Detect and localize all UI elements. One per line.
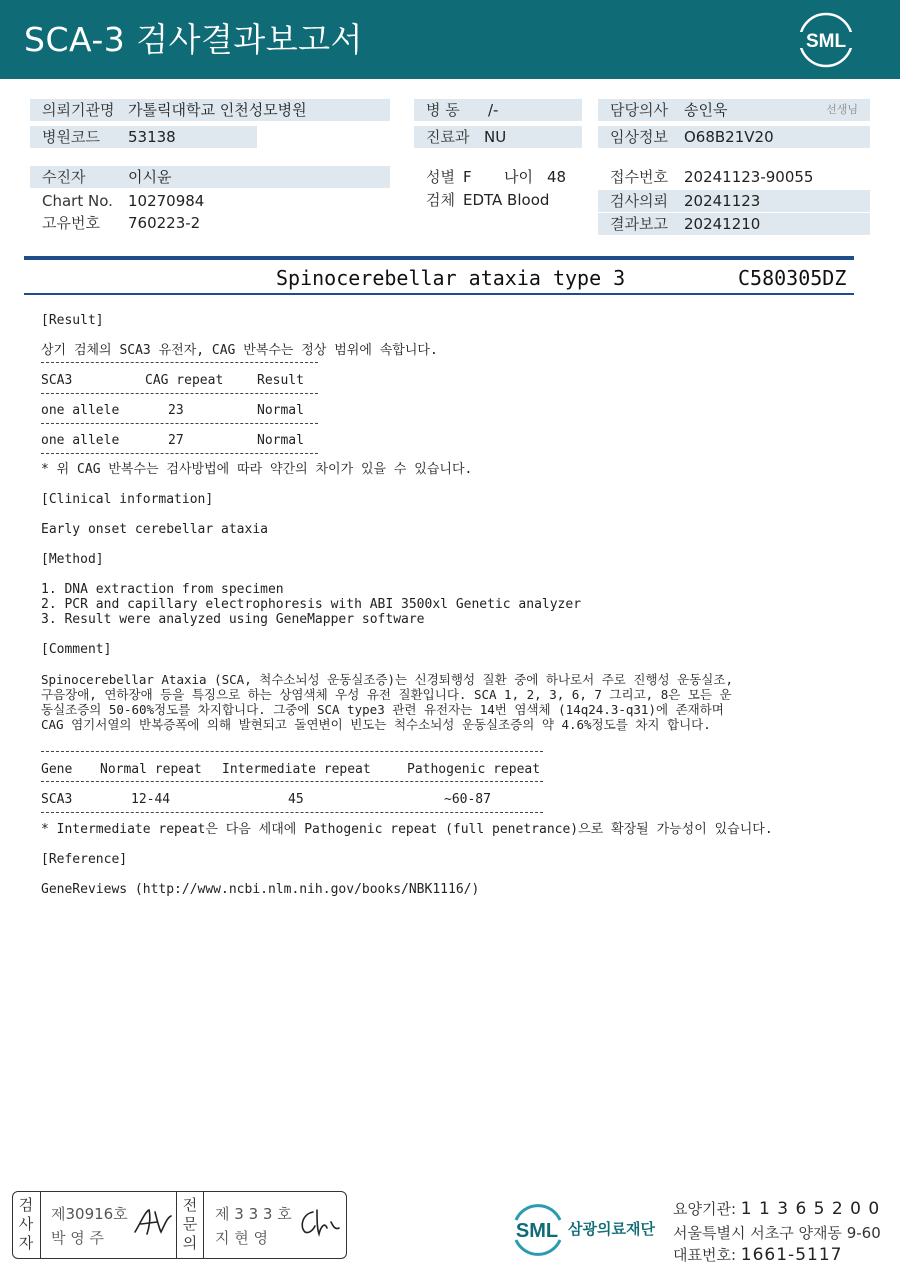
receipt-label: 접수번호	[610, 168, 668, 186]
hospital-code-label: 병원코드	[42, 128, 100, 146]
patient-label: 수진자	[42, 168, 86, 186]
clinical-info-value: O68B21V20	[684, 128, 774, 146]
id-value: 760223-2	[128, 214, 201, 232]
result-row-result: Normal	[257, 403, 304, 418]
ward-field	[414, 99, 582, 121]
dept-value: NU	[484, 128, 507, 146]
repeat-row-gene: SCA3	[41, 792, 73, 807]
signature-divider	[176, 1192, 177, 1258]
chart-label: Chart No.	[42, 192, 113, 210]
signature-divider	[40, 1192, 41, 1258]
specimen-label: 검체	[426, 191, 455, 209]
tester-vertical-label: 검 사 자	[18, 1196, 34, 1252]
request-date-field	[598, 190, 870, 212]
report-date-label: 결과보고	[610, 215, 668, 233]
specimen-field	[414, 189, 582, 211]
doctor-field	[598, 99, 870, 121]
signature-box	[12, 1191, 347, 1259]
result-header-repeat: CAG repeat	[145, 373, 224, 388]
repeat-note: * Intermediate repeat은 다음 세대에 Pathogenic repeat (full penetrance)으로 확장될 가능성이 있습니다.	[41, 822, 773, 837]
tester-signature-icon	[131, 1204, 177, 1238]
specialist-signature-icon	[295, 1204, 341, 1238]
test-name: Spinocerebellar ataxia type 3	[276, 266, 626, 290]
result-row-repeat: 23	[168, 403, 184, 418]
dept-field	[414, 126, 582, 148]
specialist-name: 지 현 영	[215, 1229, 269, 1247]
institution-field	[30, 99, 390, 121]
repeat-table-divider	[41, 781, 543, 782]
specialist-license-no: 제 3 3 3 호	[215, 1205, 292, 1223]
id-label: 고유번호	[42, 214, 100, 232]
id-field	[30, 212, 390, 234]
phone-number: 1661-5117	[740, 1245, 843, 1265]
repeat-header-normal: Normal repeat	[100, 762, 202, 777]
result-table-divider	[41, 362, 318, 363]
specialist-vertical-label: 전 문 의	[182, 1196, 198, 1252]
result-note: * 위 CAG 반복수는 검사방법에 따라 약간의 차이가 있을 수 있습니다.	[41, 462, 473, 477]
repeat-header-gene: Gene	[41, 762, 73, 777]
tester-license-no: 제30916호	[51, 1205, 128, 1223]
sml-logo-icon	[798, 12, 854, 68]
specimen-value: EDTA Blood	[463, 191, 550, 209]
chart-value: 10270984	[128, 192, 205, 210]
phone-label: 대표번호:	[673, 1246, 737, 1264]
method-line: 1. DNA extraction from specimen	[41, 582, 284, 597]
repeat-header-intermediate: Intermediate repeat	[222, 762, 371, 777]
comment-line: 구음장애, 연하장애 등을 특징으로 하는 상염색체 우성 유전 질환입니다. SCA 1, 2, 3, 6, 7 그리고, 8은 모든 운	[41, 687, 732, 702]
result-header-gene: SCA3	[41, 373, 73, 388]
care-institution-no: 1 1 3 6 5 2 0 0	[740, 1199, 881, 1219]
report-header	[0, 0, 900, 79]
receipt-value: 20241123-90055	[684, 168, 814, 186]
doctor-value: 송인욱	[684, 101, 728, 119]
care-institution-label: 요양기관:	[673, 1200, 737, 1218]
report-title: SCA-3 검사결과보고서	[24, 20, 363, 59]
sml-footer-logo-text: SML	[515, 1220, 559, 1242]
chart-field	[30, 190, 390, 212]
repeat-table-divider	[41, 751, 543, 752]
signature-divider	[203, 1192, 204, 1258]
age-value: 48	[547, 168, 567, 186]
method-line: 3. Result were analyzed using GeneMapper software	[41, 612, 425, 627]
result-table-divider	[41, 423, 318, 424]
institution-value: 가톨릭대학교 인천성모병원	[128, 101, 307, 119]
title-rule-bottom	[24, 293, 854, 295]
comment-line: CAG 염기서열의 반복증폭에 의해 발현되고 돌연변이 빈도는 척수소뇌성 운동실조증의 약 4.6%정도를 차지 합니다.	[41, 717, 711, 732]
sml-footer-logo-icon	[510, 1200, 566, 1258]
method-line: 2. PCR and capillary electrophoresis with ABI 3500xl Genetic analyzer	[41, 597, 582, 612]
repeat-row-pathogenic: ~60-87	[444, 792, 491, 807]
patient-value: 이시윤	[128, 168, 172, 186]
sml-logo-text: SML	[805, 31, 847, 52]
sex-age-field	[414, 166, 582, 188]
doctor-suffix: 선생님	[826, 103, 858, 116]
footer-address: 서울특별시 서초구 양재동 9-60	[673, 1224, 881, 1242]
clinical-heading: [Clinical information]	[41, 492, 214, 507]
sex-value: F	[463, 168, 472, 186]
repeat-table-divider	[41, 812, 543, 813]
report-date-value: 20241210	[684, 215, 761, 233]
reference-text: GeneReviews (http://www.ncbi.nlm.nih.gov/books/NBK1116/)	[41, 882, 480, 897]
result-heading: [Result]	[41, 313, 104, 328]
repeat-header-pathogenic: Pathogenic repeat	[407, 762, 541, 777]
repeat-row-intermediate: 45	[288, 792, 304, 807]
footer-logo	[510, 1200, 660, 1258]
title-rule-top	[24, 256, 854, 260]
age-label: 나이	[504, 168, 533, 186]
reference-heading: [Reference]	[41, 852, 128, 867]
report-date-field	[598, 213, 870, 235]
comment-line: 동실조증의 50-60%정도를 차지합니다. 그중에 SCA type3 관련 유전자는 14번 염색체 (14q24.3-q31)에 존재하며	[41, 702, 724, 717]
result-row-result: Normal	[257, 433, 304, 448]
result-header-result: Result	[257, 373, 304, 388]
hospital-code-value: 53138	[128, 128, 176, 146]
request-date-label: 검사의뢰	[610, 192, 668, 210]
repeat-row-normal: 12-44	[131, 792, 171, 807]
receipt-field	[598, 166, 870, 188]
footer-phone	[673, 1244, 842, 1265]
test-code: C580305DZ	[738, 266, 847, 290]
clinical-info-label: 임상정보	[610, 128, 668, 146]
tester-name: 박 영 주	[51, 1229, 105, 1247]
result-row-allele: one allele	[41, 433, 120, 448]
ward-value: /-	[488, 101, 499, 119]
result-row-allele: one allele	[41, 403, 120, 418]
patient-field	[30, 166, 390, 188]
comment-heading: [Comment]	[41, 642, 112, 657]
result-text: 상기 검체의 SCA3 유전자, CAG 반복수는 정상 범위에 속합니다.	[41, 343, 438, 358]
clinical-text: Early onset cerebellar ataxia	[41, 522, 268, 537]
method-heading: [Method]	[41, 552, 104, 567]
hospital-code-field	[30, 126, 257, 148]
dept-label: 진료과	[426, 128, 470, 146]
ward-label: 병 동	[426, 101, 460, 119]
clinical-info-field	[598, 126, 870, 148]
sex-label: 성별	[426, 168, 455, 186]
doctor-label: 담당의사	[610, 101, 668, 119]
result-table-divider	[41, 453, 318, 454]
comment-line: Spinocerebellar Ataxia (SCA, 척수소뇌성 운동실조증)는 신경퇴행성 질환 중에 하나로서 주로 진행성 운동실조,	[41, 672, 733, 687]
institution-label: 의뢰기관명	[42, 101, 115, 119]
result-table-divider	[41, 393, 318, 394]
result-row-repeat: 27	[168, 433, 184, 448]
request-date-value: 20241123	[684, 192, 761, 210]
footer-org-name: 삼광의료재단	[568, 1220, 655, 1238]
footer-care-institution	[673, 1198, 880, 1219]
